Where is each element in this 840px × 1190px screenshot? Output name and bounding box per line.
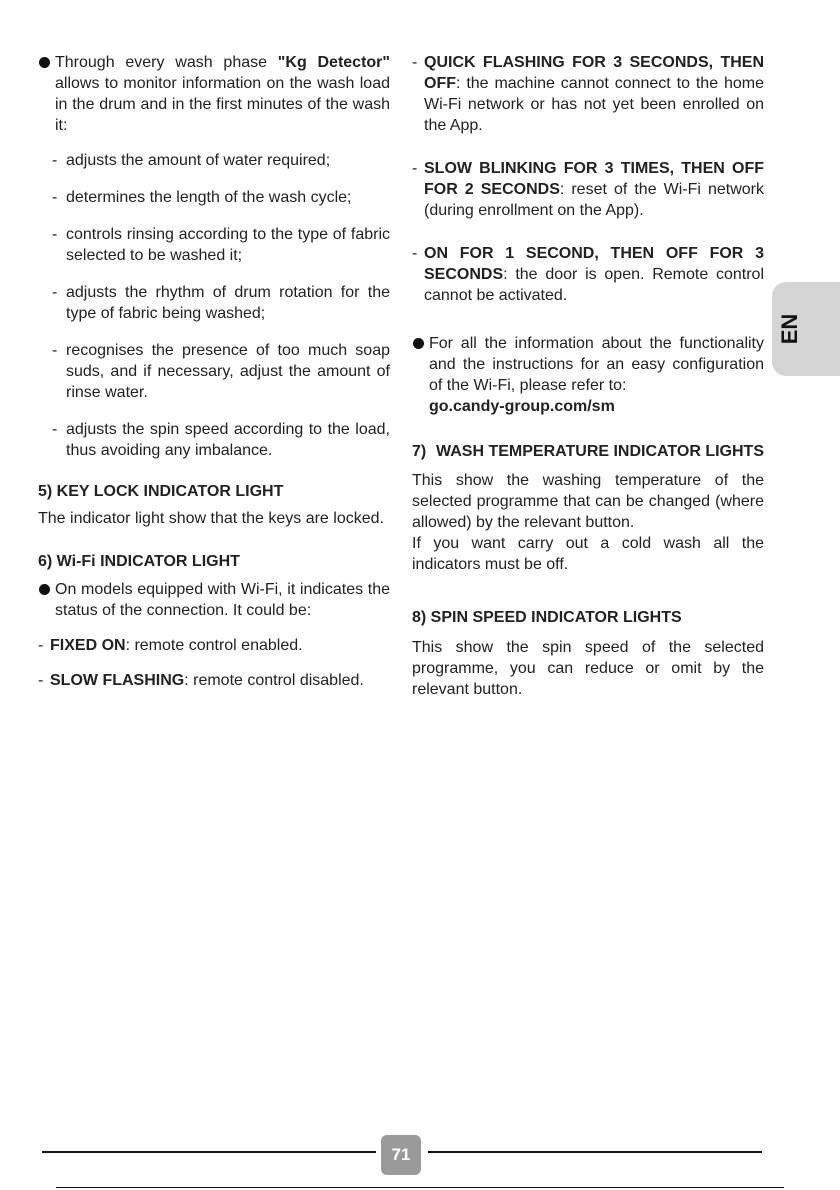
wifi-slow-blinking: - SLOW BLINKING FOR 3 TIMES, THEN OFF FOR 2 SECONDS: reset of the Wi-Fi network (during enrollment on the App). <box>412 158 764 221</box>
kg-detector-intro: Through every wash phase "Kg Detector" allows to monitor information on the wash load in the drum and in the first minutes of the wash it: <box>38 52 390 136</box>
wifi-status-bullet: On models equipped with Wi-Fi, it indicates the status of the connection. It could be: <box>38 579 390 621</box>
wifi-quick-flashing: - QUICK FLASHING FOR 3 SECONDS, THEN OFF: the machine cannot connect to the home Wi-Fi network or has not yet been enrolled on the App. <box>412 52 764 136</box>
section-8-body: This show the spin speed of the selected programme, you can reduce or omit by the relevant button. <box>412 639 764 698</box>
list-item: - adjusts the rhythm of drum rotation for the type of fabric being washed; <box>38 282 390 324</box>
list-item: - adjusts the spin speed according to the load, thus avoiding any imbalance. <box>38 419 390 461</box>
list-item: - adjusts the amount of water required; <box>38 150 390 171</box>
info-link[interactable]: go.candy-group.com/sm <box>429 398 615 415</box>
page-number: 71 <box>381 1135 421 1175</box>
section-7-heading: 7) WASH TEMPERATURE INDICATOR LIGHTS <box>412 443 764 460</box>
kg-detector-term: "Kg Detector" <box>277 54 390 71</box>
kg-detector-list <box>38 150 390 461</box>
list-item: - determines the length of the wash cycle; <box>38 187 390 208</box>
language-label: EN <box>777 313 802 345</box>
section-7-body: This show the washing temperature of the selected programme that can be changed (where allowed) by the relevant button. <box>412 472 764 531</box>
footer-rule-left <box>42 1151 376 1153</box>
section-6-heading: 6) Wi-Fi INDICATOR LIGHT <box>38 553 240 570</box>
list-item: - recognises the presence of too much soap suds, and if necessary, adjust the amount of rinse water. <box>38 340 390 403</box>
wifi-info-bullet: For all the information about the functionality and the instructions for an easy configuration of the Wi-Fi, please refer to: go.candy-group.com/sm <box>412 333 764 417</box>
wifi-slow-flashing: - SLOW FLASHING: remote control disabled. <box>38 670 390 691</box>
section-8-heading: 8) SPIN SPEED INDICATOR LIGHTS <box>412 609 682 626</box>
section-7-note: If you want carry out a cold wash all the indicators must be off. <box>412 535 764 573</box>
language-tab <box>772 282 840 376</box>
section-5-heading: 5) KEY LOCK INDICATOR LIGHT <box>38 483 284 500</box>
wifi-fixed-on: - FIXED ON: remote control enabled. <box>38 635 390 656</box>
left-column <box>38 52 390 691</box>
list-item: - controls rinsing according to the type of fabric selected to be washed it; <box>38 224 390 266</box>
bottom-rule <box>56 1187 784 1188</box>
right-column <box>412 52 764 700</box>
footer-rule-right <box>428 1151 762 1153</box>
section-5-body: The indicator light show that the keys are locked. <box>38 510 384 527</box>
wifi-door-open: - ON FOR 1 SECOND, THEN OFF FOR 3 SECONDS: the door is open. Remote control cannot be activated. <box>412 243 764 306</box>
